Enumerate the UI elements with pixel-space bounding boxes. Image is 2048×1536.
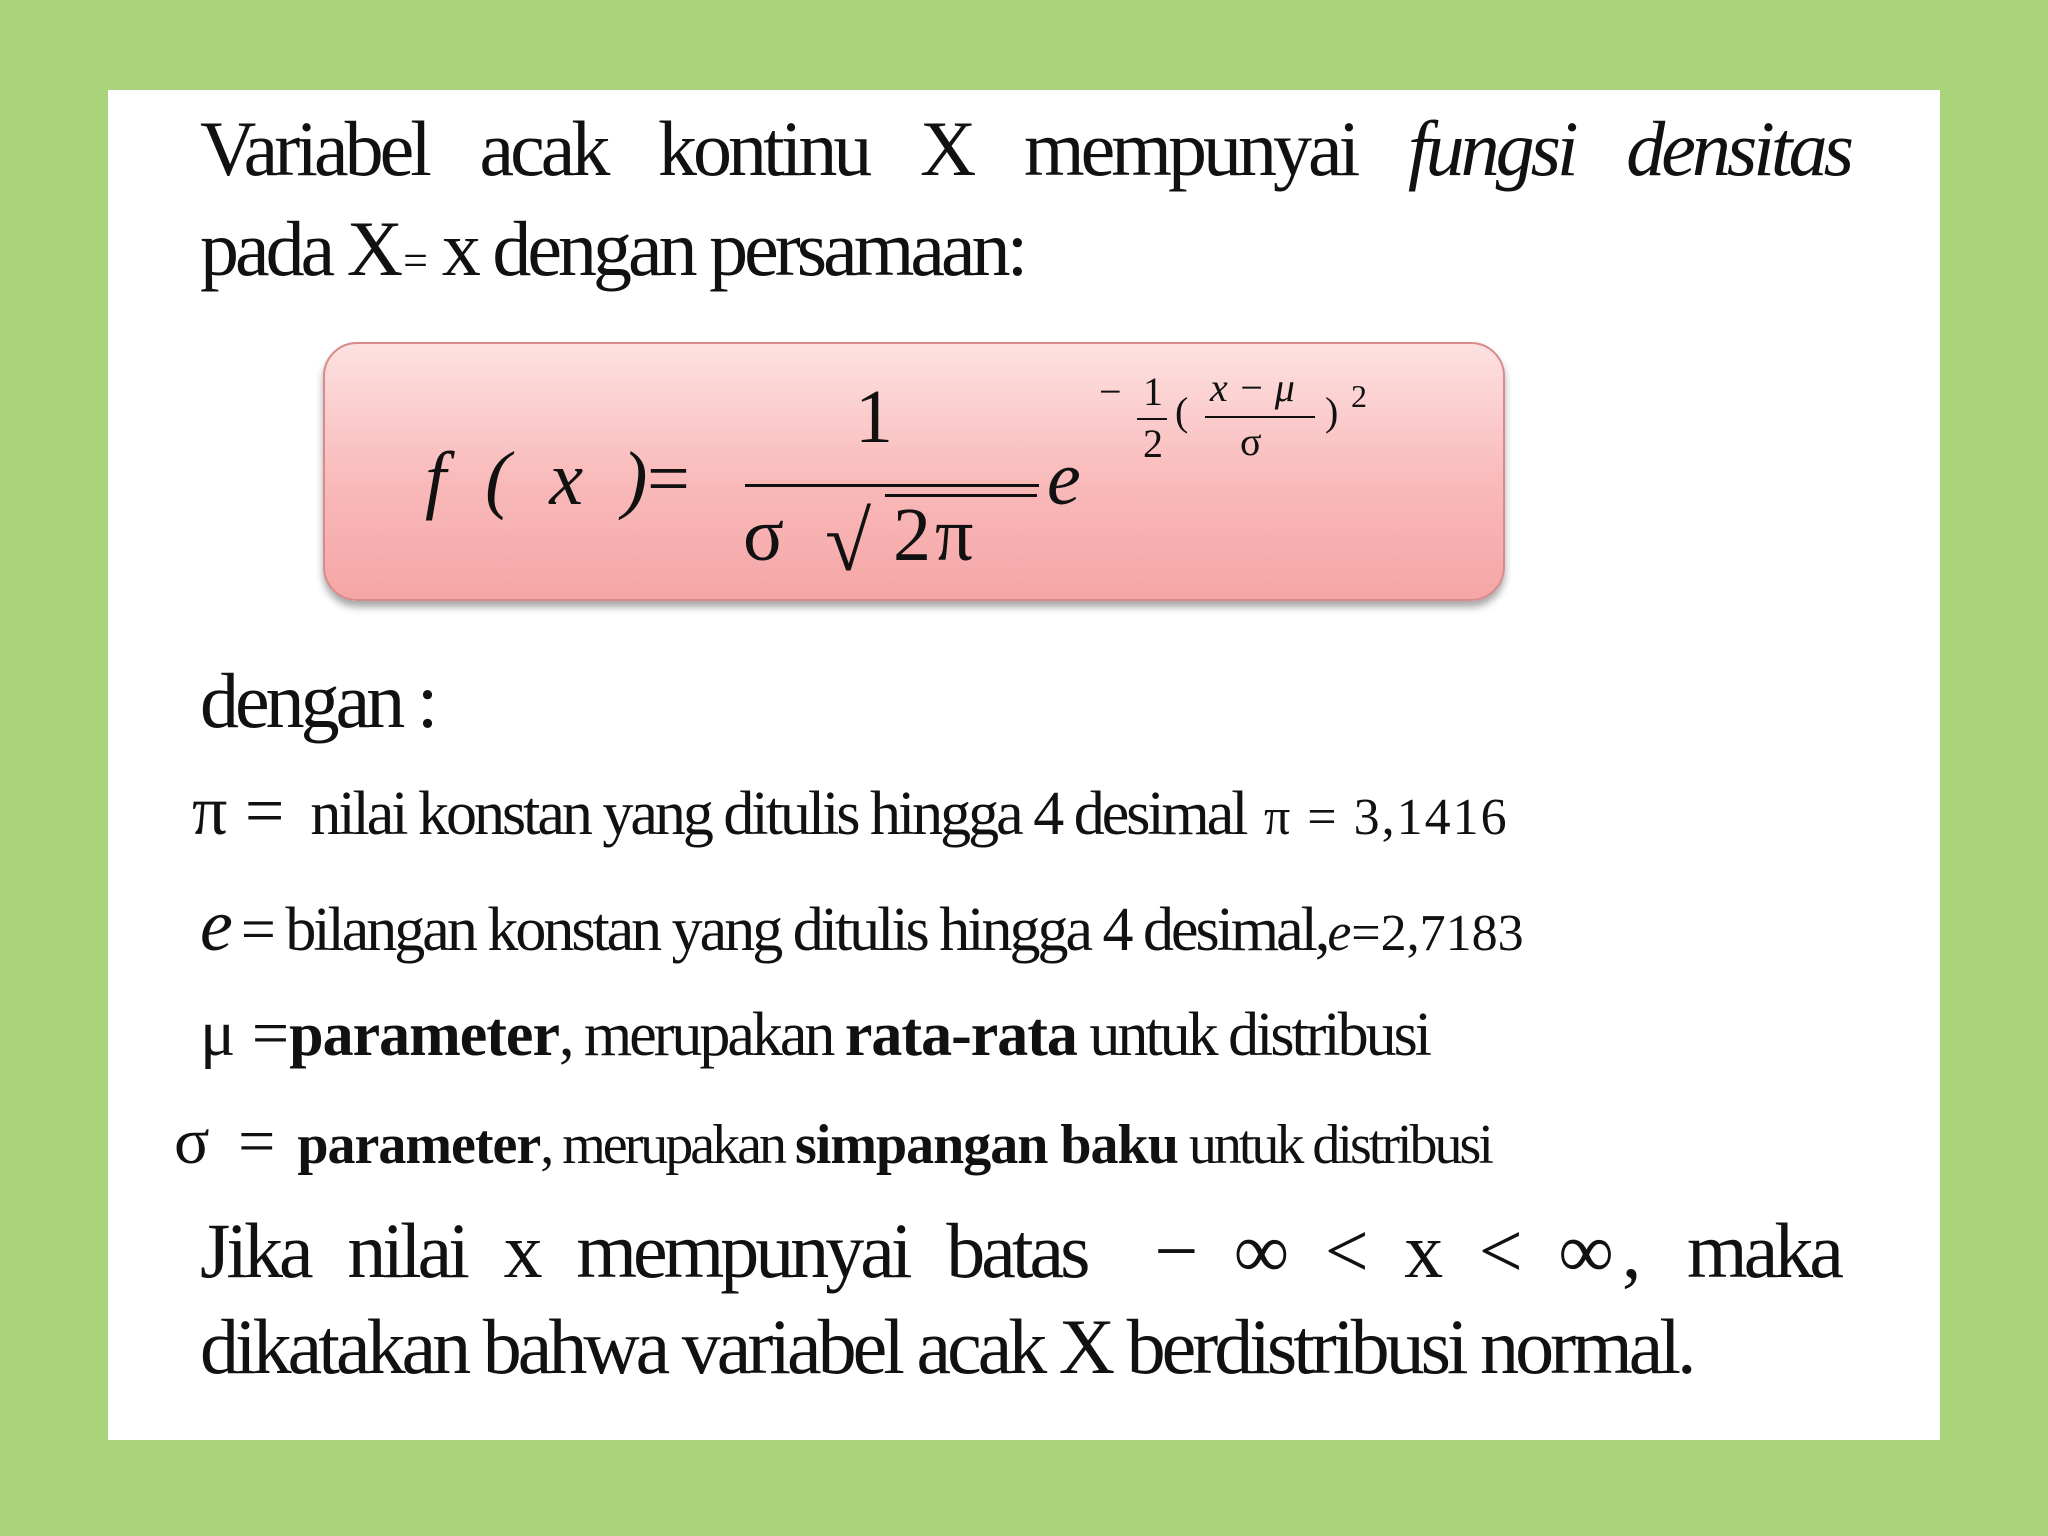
mu-text-2: untuk distribusi	[1089, 1001, 1429, 1069]
conclusion-line-2: dikatakan bahwa variabel acak X berdistribusi normal.	[200, 1303, 1693, 1390]
word-italic: densitas	[1626, 105, 1850, 192]
formula-base-e: e	[1047, 437, 1081, 521]
definition-sigma	[174, 1104, 1491, 1180]
formula-lhs: f ( x )	[425, 437, 658, 521]
conclusion-line-1	[200, 1206, 1840, 1296]
word: maka	[1687, 1207, 1840, 1294]
word: kontinu	[658, 105, 869, 192]
e-value-symbol: e	[1327, 902, 1352, 962]
exp-power: 2	[1351, 378, 1367, 414]
pi-text: nilai konstan yang ditulis hingga 4 desimal	[310, 780, 1246, 848]
word: mempunyai	[576, 1207, 909, 1294]
dengan-label: dengan :	[200, 657, 435, 744]
mu-bold-rata-rata: rata-rata	[844, 1001, 1077, 1069]
exp-half-num: 1	[1143, 369, 1163, 414]
exp-open-paren: (	[1175, 389, 1189, 434]
intro-equals: =	[403, 236, 428, 285]
e-value: =2,7183	[1351, 905, 1524, 962]
word: x	[503, 1207, 539, 1294]
sigma-bold-parameter: parameter	[297, 1114, 541, 1176]
sqrt-argument: 2π	[893, 493, 978, 577]
formula-box	[323, 342, 1505, 601]
intro-text-b: x dengan persamaan:	[441, 205, 1025, 292]
exp-close-paren: )	[1325, 389, 1339, 434]
formula-equals: =	[647, 437, 690, 521]
word: batas	[946, 1207, 1087, 1294]
sigma-bold-simpangan-baku: simpangan baku	[794, 1114, 1178, 1176]
fraction-bar	[745, 484, 1039, 487]
definition-e	[200, 884, 1524, 969]
mu-text-1: , merupakan	[558, 1001, 833, 1069]
exp-inner-den: σ	[1240, 419, 1262, 464]
exp-minus: −	[1099, 369, 1122, 414]
slide	[108, 90, 1940, 1440]
e-symbol: e	[200, 885, 233, 967]
e-text: = bilangan konstan yang ditulis hingga 4 desimal,	[240, 896, 1328, 964]
exp-inner-num: x − μ	[1210, 365, 1295, 410]
sigma-symbol: σ =	[174, 1105, 282, 1178]
sigma-text-2: untuk distribusi	[1188, 1114, 1491, 1176]
word: acak	[479, 105, 607, 192]
range-expression: − ∞ < x < ∞,	[1154, 1207, 1650, 1294]
word: X	[920, 105, 973, 192]
pi-symbol: π =	[192, 773, 285, 850]
mu-symbol: μ =	[200, 997, 290, 1070]
intro-text-a: pada X	[200, 205, 400, 292]
definition-pi	[192, 772, 1509, 852]
pi-value: π = 3,1416	[1264, 789, 1509, 846]
word: Variabel	[200, 105, 428, 192]
intro-line-1	[200, 104, 1850, 194]
sigma-text-1: , merupakan	[540, 1114, 784, 1176]
definition-mu	[200, 996, 1429, 1072]
formula-numerator: 1	[855, 375, 893, 459]
word-italic: fungsi	[1407, 105, 1575, 192]
mu-bold-parameter: parameter	[289, 1001, 559, 1069]
formula-sigma: σ	[743, 493, 784, 577]
exp-half-den: 2	[1143, 421, 1163, 466]
word: mempunyai	[1024, 105, 1357, 192]
sqrt-sign: √	[825, 496, 872, 589]
intro-line-2	[200, 204, 1024, 294]
word: nilai	[347, 1207, 466, 1294]
word: Jika	[200, 1207, 310, 1294]
